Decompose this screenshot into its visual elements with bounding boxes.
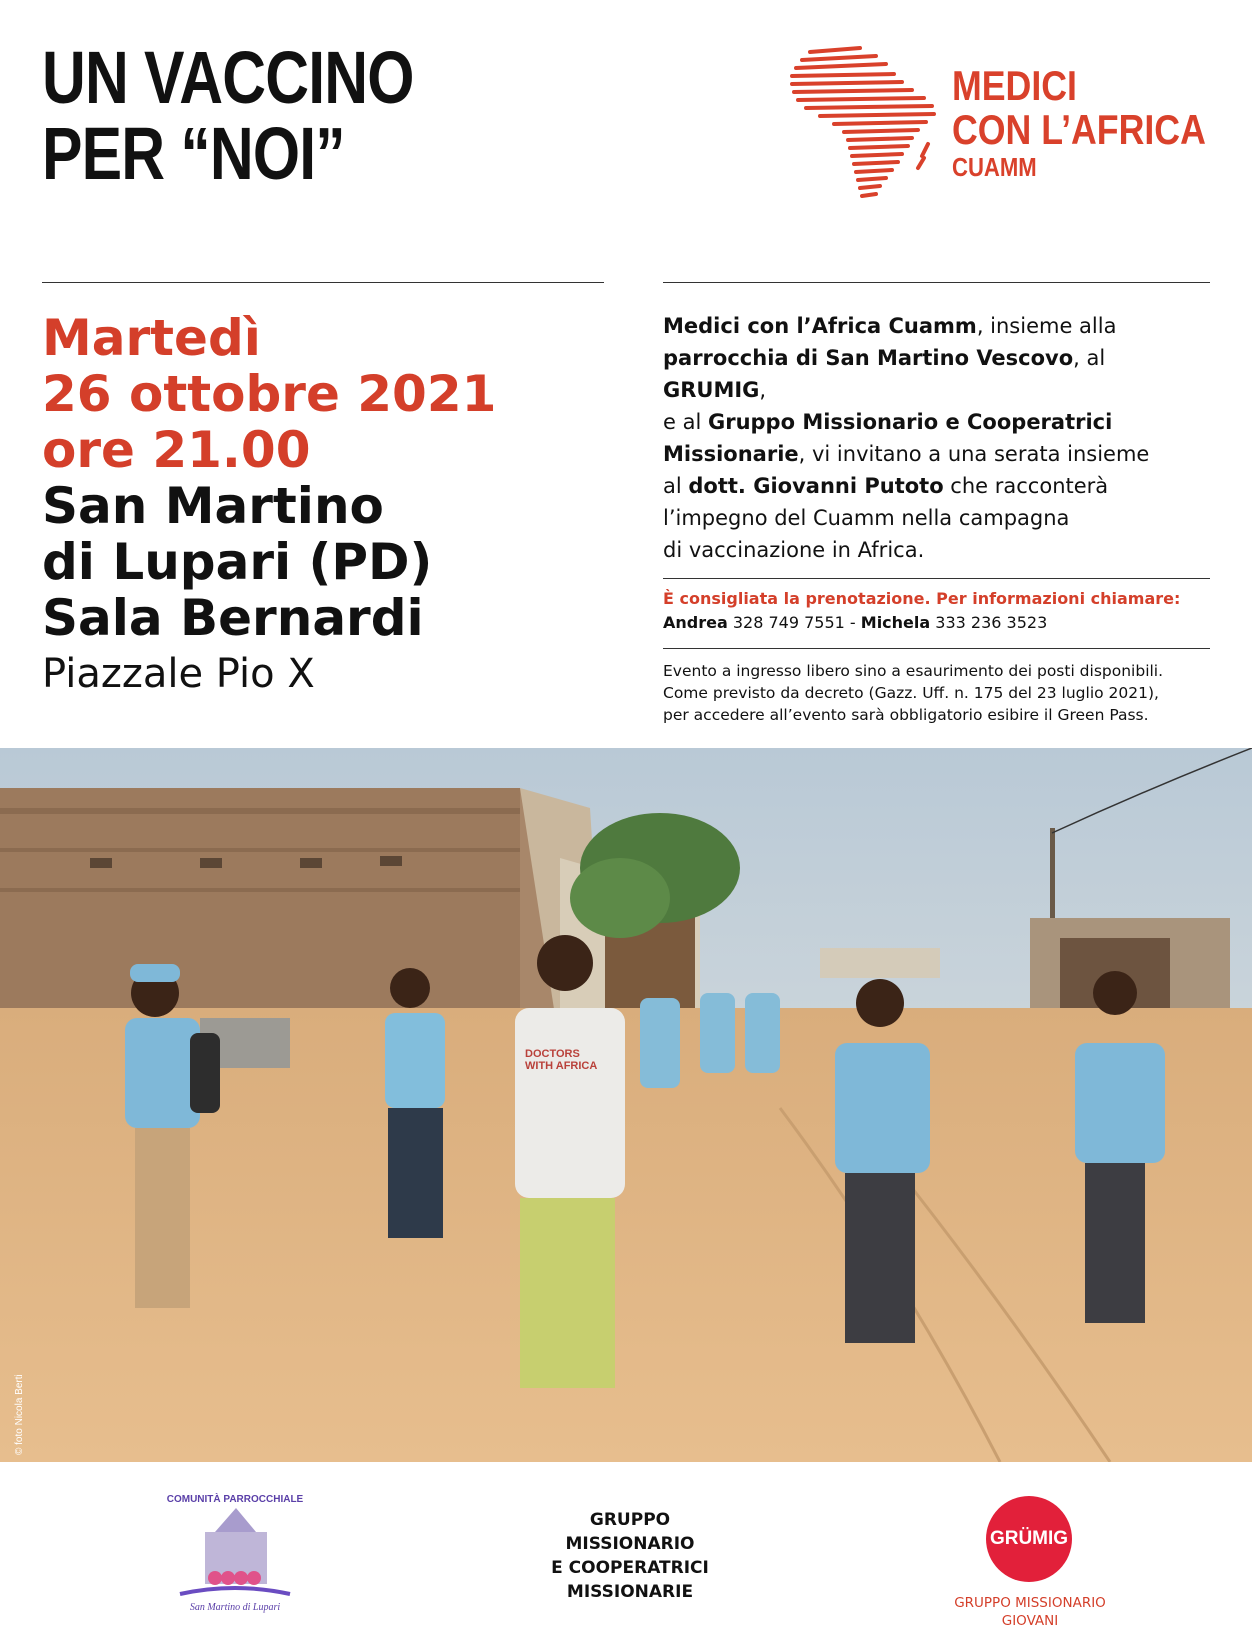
africa-map-icon bbox=[790, 44, 940, 209]
logo-line-2: CON L’AFRICA bbox=[952, 106, 1206, 153]
grumig-caption-1: GRUPPO MISSIONARIO bbox=[954, 1595, 1106, 1611]
event-photo bbox=[0, 748, 1252, 1462]
intro-t1: , insieme alla bbox=[976, 314, 1117, 338]
vest-text-1: DOCTORS bbox=[525, 1048, 580, 1060]
medici-con-africa-logo bbox=[952, 64, 1251, 182]
gruppo-line-1: GRUPPO bbox=[589, 1510, 671, 1530]
intro-grumig: GRUMIG bbox=[663, 378, 760, 402]
intro-parish: parrocchia di San Martino Vescovo bbox=[663, 346, 1074, 370]
contact-2-name: Michela bbox=[860, 613, 931, 632]
vest-text-2: WITH AFRICA bbox=[525, 1060, 598, 1072]
gruppo-line-3: E COOPERATRICI bbox=[551, 1558, 709, 1578]
intro-t4: e al bbox=[663, 410, 708, 434]
event-address: Piazzale Pio X bbox=[42, 651, 315, 697]
intro-t7: che racconterà bbox=[943, 474, 1109, 498]
grumig-badge: GRÜMIG bbox=[986, 1496, 1072, 1582]
booking-info bbox=[663, 587, 1203, 635]
intro-text bbox=[663, 310, 1203, 566]
intro-group: Gruppo Missionario e Cooperatrici bbox=[707, 410, 1113, 434]
event-details bbox=[42, 310, 602, 700]
event-place-1: San Martino bbox=[42, 477, 384, 535]
parish-logo-title: COMUNITÀ PARROCCHIALE bbox=[166, 1494, 304, 1505]
divider-booking bbox=[663, 578, 1210, 579]
event-venue: Sala Bernardi bbox=[42, 589, 424, 647]
entry-note bbox=[663, 660, 1223, 726]
parish-logo bbox=[160, 1490, 310, 1625]
headline-line-1: UN VACCINO bbox=[42, 36, 414, 119]
booking-notice: È consigliata la prenotazione. Per informazioni chiamare: bbox=[663, 589, 1181, 608]
headline bbox=[42, 36, 534, 195]
event-date: 26 ottobre 2021 bbox=[42, 365, 497, 423]
intro-line-9: di vaccinazione in Africa. bbox=[663, 538, 925, 562]
intro-t5: , vi invitano a una serata insieme bbox=[798, 442, 1150, 466]
logo-line-3: CUAMM bbox=[952, 152, 1037, 182]
headline-line-2: PER “NOI” bbox=[42, 112, 345, 195]
note-line-2: Come previsto da decreto (Gazz. Uff. n. 175 del 23 luglio 2021), bbox=[663, 684, 1159, 702]
logo-line-1: MEDICI bbox=[952, 62, 1077, 109]
event-place-2: di Lupari (PD) bbox=[42, 533, 433, 591]
intro-t2: , al bbox=[1073, 346, 1106, 370]
gruppo-line-4: MISSIONARIE bbox=[566, 1582, 694, 1602]
divider-left bbox=[42, 282, 604, 283]
intro-line-8: l’impegno del Cuamm nella campagna bbox=[663, 506, 1070, 530]
photo-credit: © foto Nicola Berti bbox=[14, 1374, 25, 1455]
intro-t3: , bbox=[759, 378, 767, 402]
note-line-3: per accedere all’evento sarà obbligatorio esibire il Green Pass. bbox=[663, 706, 1149, 724]
gruppo-missionario bbox=[520, 1508, 740, 1604]
gruppo-line-2: MISSIONARIO bbox=[565, 1534, 695, 1554]
grumig-caption-2: GIOVANI bbox=[1001, 1613, 1059, 1629]
contact-1-phone: 328 749 7551 - bbox=[727, 613, 861, 632]
intro-group-2: Missionarie bbox=[663, 442, 799, 466]
intro-t6: al bbox=[663, 474, 689, 498]
contact-2-phone: 333 236 3523 bbox=[930, 613, 1048, 632]
intro-org: Medici con l’Africa Cuamm bbox=[663, 314, 977, 338]
parish-logo-sub: San Martino di Lupari bbox=[189, 1602, 281, 1613]
divider-right bbox=[663, 282, 1210, 283]
vest-logo bbox=[525, 1048, 597, 1072]
note-line-1: Evento a ingresso libero sino a esaurimento dei posti disponibili. bbox=[663, 662, 1164, 680]
intro-doctor: dott. Giovanni Putoto bbox=[688, 474, 944, 498]
event-day: Martedì bbox=[42, 309, 261, 367]
event-time: ore 21.00 bbox=[42, 421, 311, 479]
divider-note bbox=[663, 648, 1210, 649]
contact-1-name: Andrea bbox=[663, 613, 728, 632]
grumig-caption bbox=[920, 1594, 1140, 1630]
